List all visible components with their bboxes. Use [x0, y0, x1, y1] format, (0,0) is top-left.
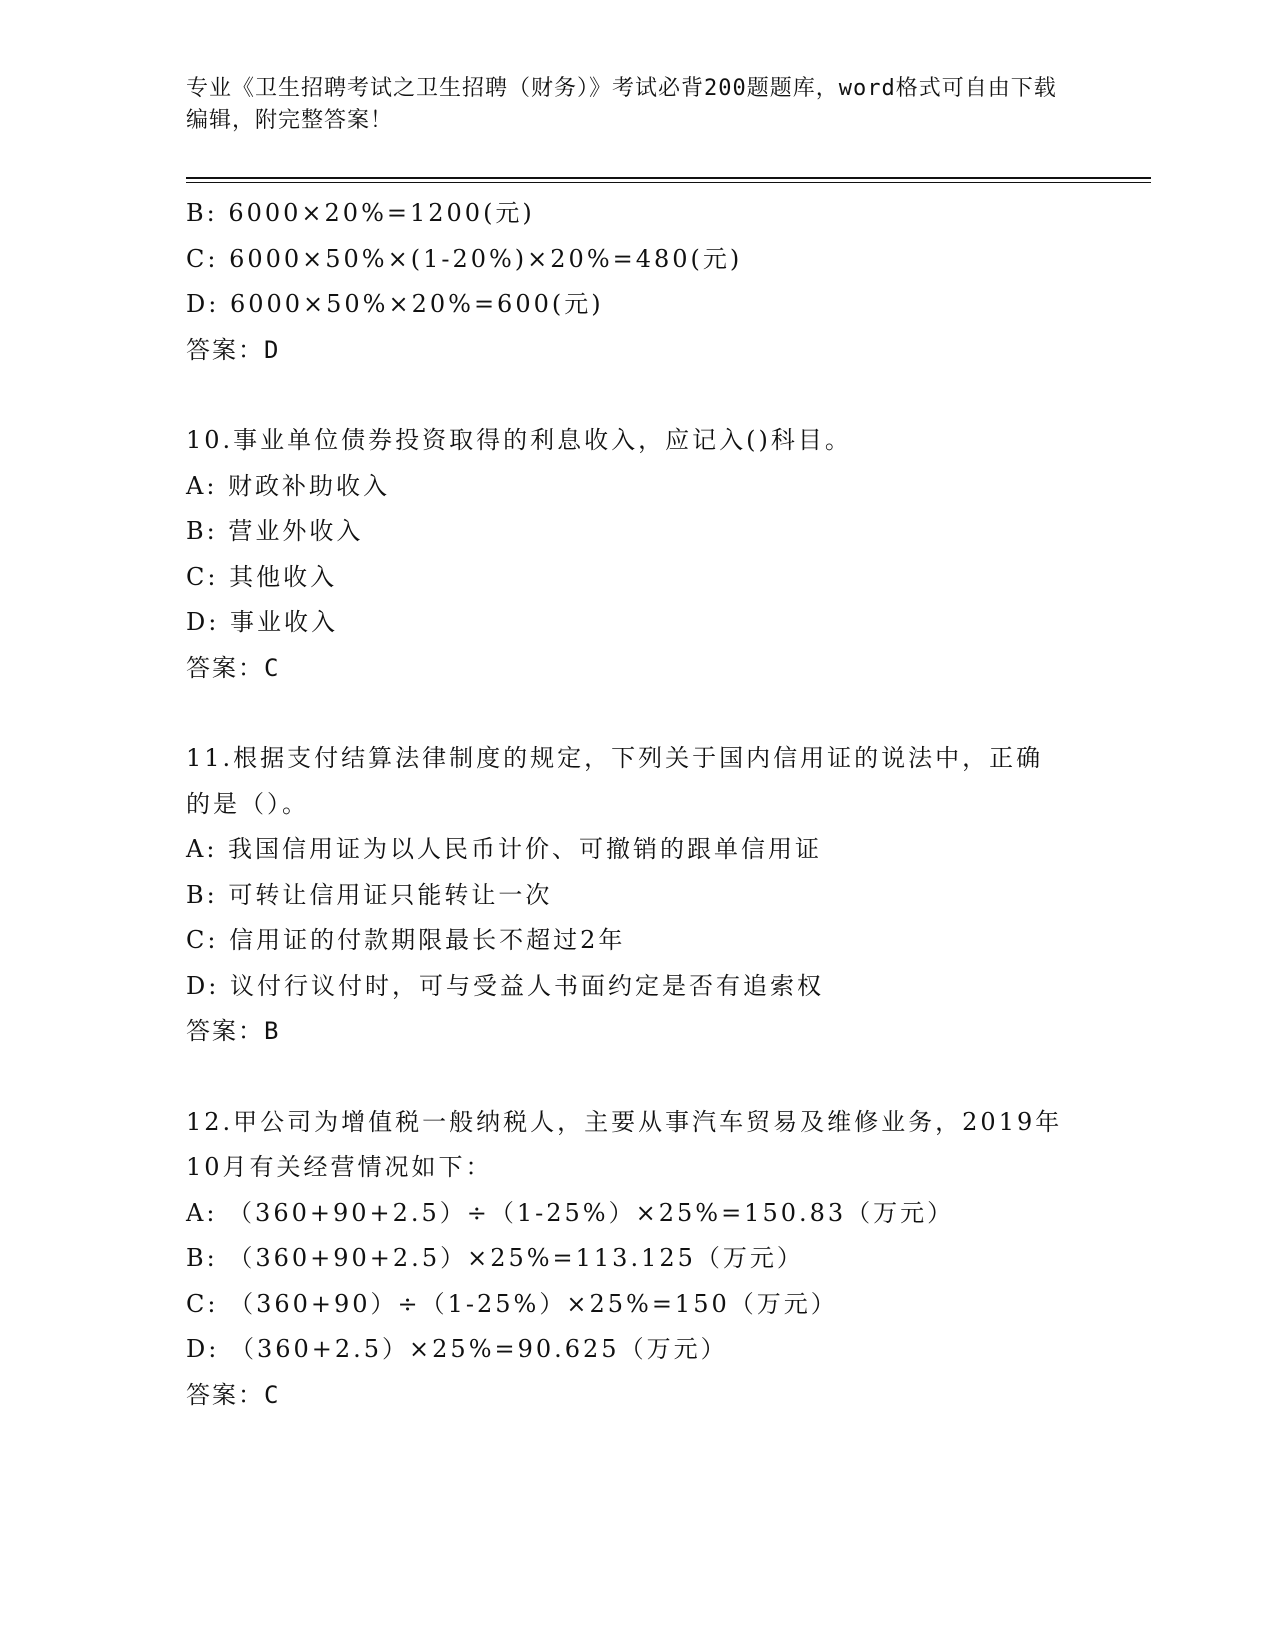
- option-d: D: 6000×50%×20%=600(元): [186, 290, 604, 318]
- option-d: D: （360+2.5）×25%=90.625（万元）: [186, 1335, 728, 1363]
- option-a: A: 财政补助收入: [186, 471, 391, 500]
- option-c: C: （360+90）÷（1-25%）×25%=150（万元）: [186, 1289, 838, 1318]
- option-b: B: 可转让信用证只能转让一次: [186, 880, 553, 909]
- option-d: D: 事业收入: [186, 608, 338, 636]
- spacer: [186, 691, 1086, 736]
- option-b: B: 营业外收入: [186, 517, 364, 545]
- question-block-prev: [186, 191, 1086, 373]
- question-text: 11.根据支付结算法律制度的规定，下列关于国内信用证的说法中，正确的是（）。: [186, 744, 1044, 818]
- option-c: C: 信用证的付款期限最长不超过2年: [186, 926, 626, 954]
- answer-line: 答案：C: [186, 653, 281, 682]
- answer-line: 答案：C: [186, 1380, 281, 1409]
- option-a: A: （360+90+2.5）÷（1-25%）×25%=150.83（万元）: [186, 1198, 955, 1227]
- answer-line: 答案：B: [186, 1017, 281, 1045]
- question-block-11: [186, 736, 1086, 1055]
- option-b: B: （360+90+2.5）×25%=113.125（万元）: [186, 1244, 804, 1272]
- question-text: 10.事业单位债券投资取得的利息收入，应记入()科目。: [186, 426, 852, 454]
- answer-line: 答案：D: [186, 335, 281, 364]
- option-c: C: 其他收入: [186, 562, 338, 591]
- spacer: [186, 373, 1086, 418]
- option-c: C: 6000×50%×(1-20%)×20%=480(元): [186, 244, 743, 273]
- question-block-10: [186, 418, 1086, 691]
- spacer: [186, 1055, 1086, 1100]
- option-a: A: 我国信用证为以人民币计价、可撤销的跟单信用证: [186, 835, 823, 863]
- document-header: 专业《卫生招聘考试之卫生招聘（财务）》考试必背200题题库，word格式可自由下载编辑，附完整答案！: [186, 76, 1057, 133]
- header-rule-thick: [186, 177, 1151, 179]
- question-block-12: [186, 1100, 1086, 1419]
- option-b: B: 6000×20%=1200(元): [186, 199, 535, 227]
- document-body: [186, 191, 1086, 1418]
- option-d: D: 议付行议付时，可与受益人书面约定是否有追索权: [186, 971, 824, 1000]
- header-rule-thin: [186, 182, 1151, 183]
- question-text: 12.甲公司为增值税一般纳税人，主要从事汽车贸易及维修业务，2019年10月有关经营情况如下：: [186, 1107, 1063, 1181]
